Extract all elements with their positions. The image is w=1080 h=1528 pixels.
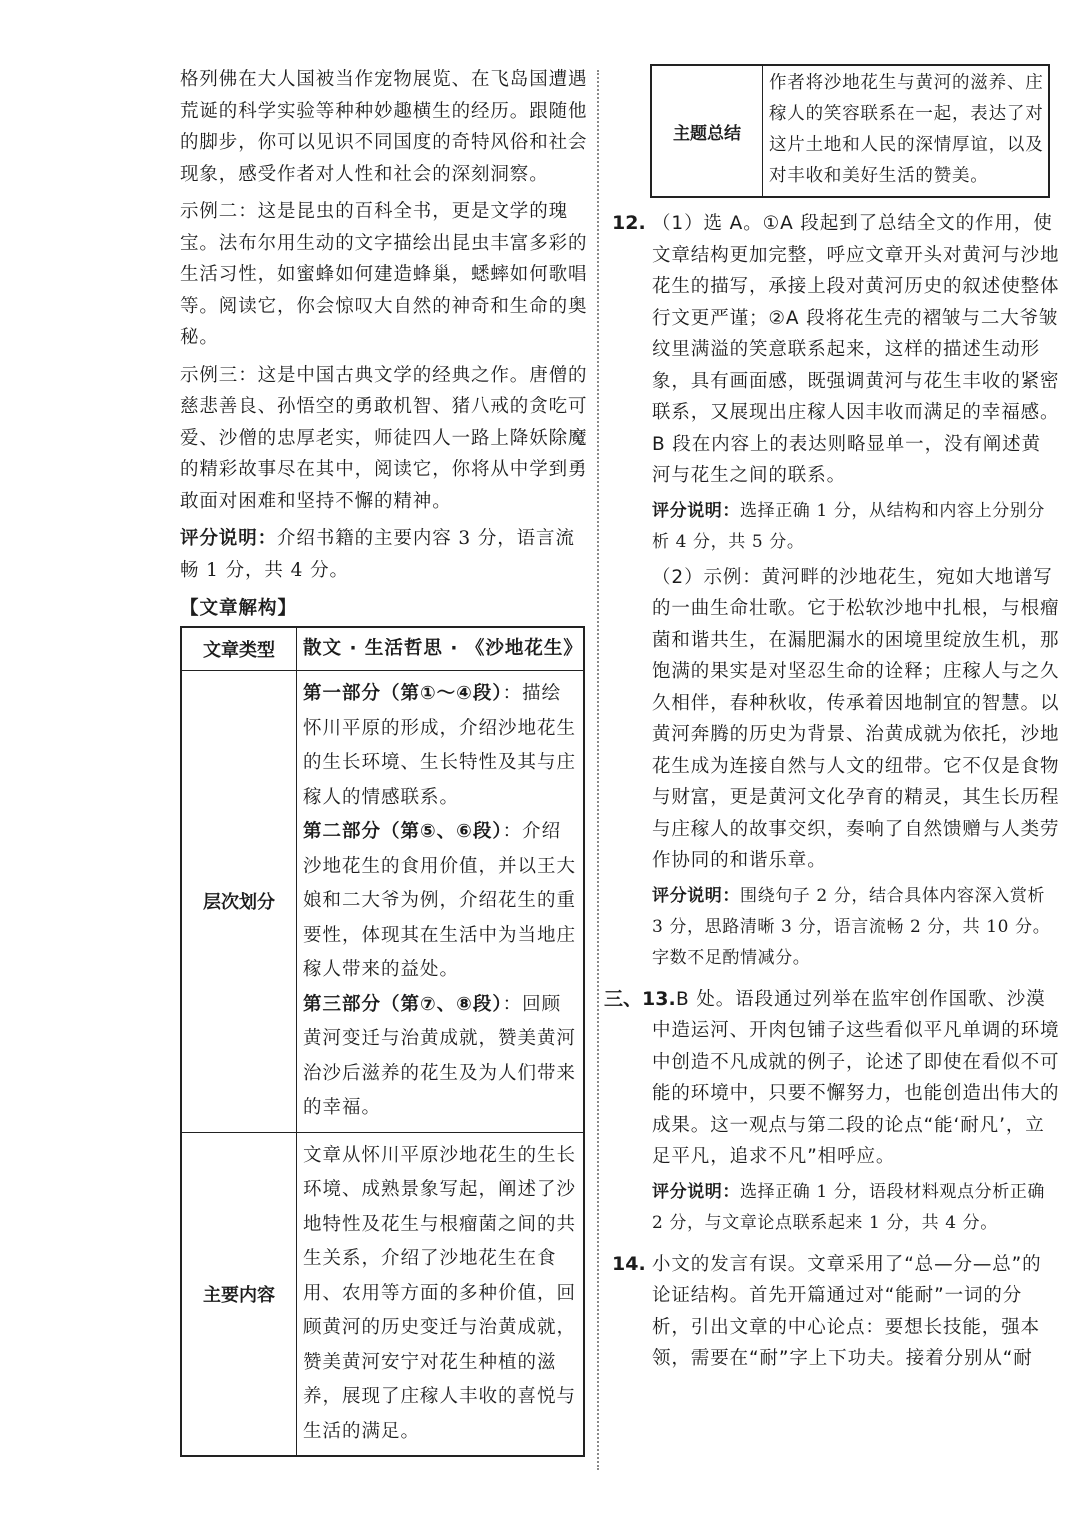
part-three — [303, 988, 579, 1126]
table-row — [181, 671, 584, 1133]
question-12-part-2: （2）示例：黄河畔的沙地花生，宛如大地谱写的一曲生命壮歌。它于松软沙地中扎根，与根瘤菌和谐共生，在漏肥漏水的困境里绽放生机，那饱满的果实是对坚忍生命的诠释；庄稼人与之久久相伴，春种秋收，传承着因地制宜的智慧。以黄河奔腾的历史为背景、治黄成就为依托，沙地花生成为连接自然与人文的纽带。它不仅是食物与财富，更是黄河文化孕育的精灵，其生长历程与庄稼人的故事交织，奏响了自然馈赠与人类劳作协同的和谐乐章。 — [652, 566, 1060, 871]
question-13 — [604, 984, 1060, 1239]
theme-summary-text: 作者将沙地花生与黄河的滋养、庄稼人的笑容联系在一起，表达了对这片土地和人民的深情厚谊，以及对丰收和美好生活的赞美。 — [763, 65, 1050, 197]
article-structure-table — [180, 626, 585, 1457]
part-one — [303, 677, 579, 815]
scoring-label: 评分说明： — [652, 885, 740, 906]
question-12-number: 12. — [612, 212, 646, 234]
layer-division-content — [297, 671, 585, 1133]
scoring-text: 选择正确 1 分，语段材料观点分析正确 2 分，与文章论点联系起来 1 分，共 4 分。 — [652, 1181, 1046, 1233]
article-type-value: 散文 · 生活哲思 · 《沙地花生》 — [297, 627, 585, 671]
part-one-text: ：描绘怀川平原的形成，介绍沙地花生的生长环境、生长特性及其与庄稼人的情感联系。 — [303, 683, 577, 808]
scoring-text: 围绕句子 2 分，结合具体内容深入赏析 3 分，思路清晰 3 分，语言流畅 2 分，共 10 分。字数不足酌情减分。 — [652, 885, 1051, 968]
scoring-label: 评分说明： — [652, 500, 740, 521]
part-one-head: 第一部分（第①～④段） — [303, 683, 503, 704]
right-column — [604, 64, 1060, 1375]
question-13-text: B 处。语段通过列举在监牢创作国歌、沙漠中造运河、开肉包铺子这些看似平凡单调的环境中创造不凡成就的例子，论述了即使在看似不可能的环境中，只要不懈努力，也能创造出伟大的成果。这一观点与第二段的论点“能‘耐凡’，立足平凡，追求不凡”相呼应。 — [652, 988, 1060, 1167]
part-two-head: 第二部分（第⑤、⑥段） — [303, 821, 503, 842]
main-content-label: 主要内容 — [181, 1132, 297, 1456]
scoring-note — [180, 523, 590, 586]
question-13-number: 三、13. — [604, 987, 676, 1010]
section-title: 【文章解构】 — [180, 598, 298, 619]
question-13-scoring — [652, 1177, 1060, 1239]
question-12-scoring-2 — [652, 881, 1060, 974]
intro-paragraph: 格列佛在大人国被当作宠物展览、在飞岛国遭遇荒诞的科学实验等种种妙趣横生的经历。跟随他的脚步，你可以见识不同国度的奇特风俗和社会现象，感受作者对人性和社会的深刻洞察。 — [180, 69, 588, 185]
scoring-text: 选择正确 1 分，从结构和内容上分别分析 4 分，共 5 分。 — [652, 500, 1046, 552]
layer-division-label: 层次划分 — [181, 671, 297, 1133]
table-row — [181, 1132, 584, 1456]
column-divider — [597, 70, 599, 1470]
question-14-text: 小文的发言有误。文章采用了“总—分—总”的论证结构。首先开篇通过对“能耐”一词的分析，引出文章的中心论点：要想长技能，强本领，需要在“耐”字上下功夫。接着分别从“耐 — [652, 1253, 1042, 1369]
theme-summary-table — [650, 64, 1050, 198]
table-row — [651, 65, 1049, 197]
left-column — [180, 64, 590, 1457]
table-row — [181, 627, 584, 671]
theme-summary-label: 主题总结 — [651, 65, 763, 197]
question-14 — [612, 1249, 1060, 1375]
part-three-text: ：回顾黄河变迁与治黄成就，赞美黄河治沙后滋养的花生及为人们带来的幸福。 — [303, 993, 577, 1118]
main-content-text: 文章从怀川平原沙地花生的生长环境、成熟景象写起，阐述了沙地特性及花生与根瘤菌之间的共生关系，介绍了沙地花生在食用、农用等方面的多种价值，回顾黄河的历史变迁与治黄成就，赞美黄河安宁对花生种植的滋养，展现了庄稼人丰收的喜悦与生活的满足。 — [297, 1132, 585, 1456]
scoring-note-text: 介绍书籍的主要内容 3 分，语言流畅 1 分，共 4 分。 — [180, 528, 575, 581]
question-12-part-1: （1）选 A。①A 段起到了总结全文的作用，使文章结构更加完整，呼应文章开头对黄河与沙地花生的描写，承接上段对黄河历史的叙述使整体行文更严谨；②A 段将花生壳的褶皱与二大爷皱纹里满溢的笑意联系起来，这样的描述生动形象，具有画面感，既强调黄河与花生丰收的紧密联系，又展现出庄稼人因丰收而满足的幸福感。B 段在内容上的表达则略显单一，没有阐述黄河与花生之间的联系。 — [652, 213, 1060, 486]
part-two — [303, 815, 579, 988]
scoring-label: 评分说明： — [652, 1181, 740, 1202]
example-three-paragraph: 示例三：这是中国古典文学的经典之作。唐僧的慈悲善良、孙悟空的勇敢机智、猪八戒的贪吃可爱、沙僧的忠厚老实，师徒四人一路上降妖除魔的精彩故事尽在其中，阅读它，你将从中学到勇敢面对困难和坚持不懈的精神。 — [180, 364, 588, 512]
question-12 — [612, 208, 1060, 974]
scoring-note-label: 评分说明： — [180, 528, 278, 549]
part-two-text: ：介绍沙地花生的食用价值，并以王大娘和二大爷为例，介绍花生的重要性，体现其在生活中为当地庄稼人带来的益处。 — [303, 821, 577, 980]
example-two-paragraph: 示例二：这是昆虫的百科全书，更是文学的瑰宝。法布尔用生动的文字描绘出昆虫丰富多彩的生活习性，如蜜蜂如何建造蜂巢，蟋蟀如何歌唱等。阅读它，你会惊叹大自然的神奇和生命的奥秘。 — [180, 201, 588, 348]
part-three-head: 第三部分（第⑦、⑧段） — [303, 993, 503, 1015]
article-type-label: 文章类型 — [181, 627, 297, 671]
question-14-number: 14. — [612, 1252, 646, 1275]
question-12-scoring-1 — [652, 496, 1060, 558]
